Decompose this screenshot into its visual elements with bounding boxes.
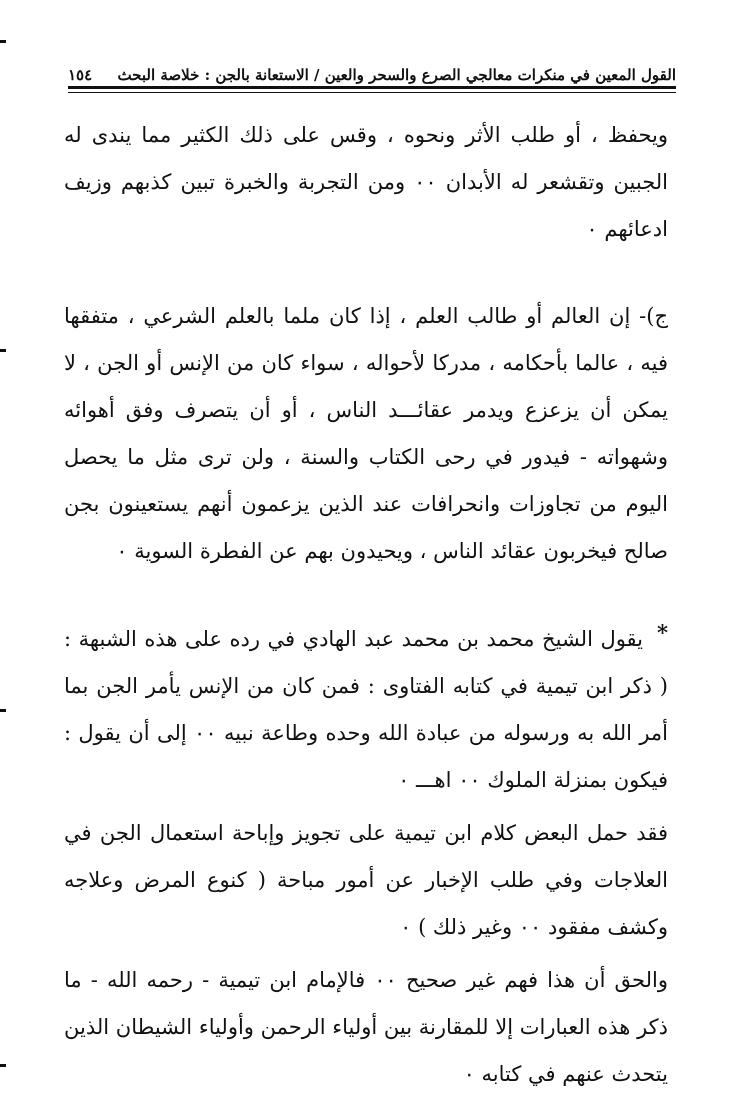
text-line: بمنزلة الملوك ٠٠ اهـــ ٠ <box>398 768 608 792</box>
text-line: يتحدث عنهم في كتابه ٠ <box>463 1062 668 1086</box>
text-line: الجن ، لا يمكن أن يزعزع ويدمر عقائـــد الناس ، أو أن يتصرف وفق <box>64 351 668 422</box>
paragraph <box>64 293 668 575</box>
scan-edge-mark <box>0 709 6 712</box>
text-line: فيه ، عالما بأحكامه ، مدركا لأحواله ، سواء كان من الإنس أو <box>146 351 668 375</box>
text-line: يحصل اليوم من تجاوزات وانحرافات عند الذين يزعمون أنهم يستعينون بجن <box>64 445 668 516</box>
paragraph <box>64 810 668 951</box>
text-line: العلاجات وفي طلب الإخبار عن أمور مباحة ( كنوع المرض وعلاجه <box>64 868 668 892</box>
page-header <box>68 48 676 84</box>
text-line: يقول الشيخ محمد بن محمد عبد الهادي في رده على هذه الشبهة : <box>64 627 644 651</box>
asterisk-bullet: * <box>657 620 668 645</box>
header-rule-thin <box>68 92 676 93</box>
page-number: ١٥٤ <box>68 66 93 84</box>
scan-edge-mark <box>0 1064 6 1067</box>
text-line: الله به ورسوله من عبادة الله وحده وطاعة نبيه ٠٠ إلى أن يقول : فيكون <box>64 721 668 792</box>
scan-edge-mark <box>0 349 6 352</box>
text-line: ذكر هذه العبارات إلا للمقارنة بين أولياء الرحمن وأولياء الشيطان الذين <box>64 1015 668 1039</box>
text-line: أهوائه وشهواته - فيدور في رحى الكتاب والسنة ، ولن ترى مثل ما <box>64 398 668 469</box>
text-line: وتقشعر له الأبدان ٠٠ ومن التجربة والخبرة تبين كذبهم وزيف ادعائهم ٠ <box>64 170 668 241</box>
scan-edge-mark <box>0 40 6 43</box>
paragraph <box>64 112 668 253</box>
text-line: ويحفظ ، أو طلب الأثر ونحوه ، وقس على ذلك الكثير مما يندى له الجبين <box>64 123 668 194</box>
text-line: صالح فيخربون عقائد الناس ، ويحيدون بهم عن الفطرة السوية ٠ <box>116 539 668 563</box>
text-line: ج)- إن العالم أو طالب العلم ، إذا كان ملما بالعلم الشرعي ، متفقها <box>64 304 668 328</box>
header-rule-thick <box>68 86 676 89</box>
page-body <box>64 112 668 1098</box>
paragraph <box>64 957 668 1098</box>
running-title: القول المعين في منكرات معالجي الصرع والسحر والعين / الاستعانة بالجن : خلاصة البحث <box>117 66 676 84</box>
text-line: والحق أن هذا فهم غير صحيح ٠٠ فالإمام ابن تيمية - رحمه الله - ما <box>64 968 668 992</box>
text-line: ( ذكر ابن تيمية في كتابه الفتاوى : فمن كان من الإنس يأمر الجن بما أمر <box>64 674 668 745</box>
text-line: وكشف مفقود ٠٠ وغير ذلك ) ٠ <box>400 915 668 939</box>
paragraph <box>64 615 668 804</box>
text-line: فقد حمل البعض كلام ابن تيمية على تجويز وإباحة استعمال الجن في <box>64 821 668 845</box>
